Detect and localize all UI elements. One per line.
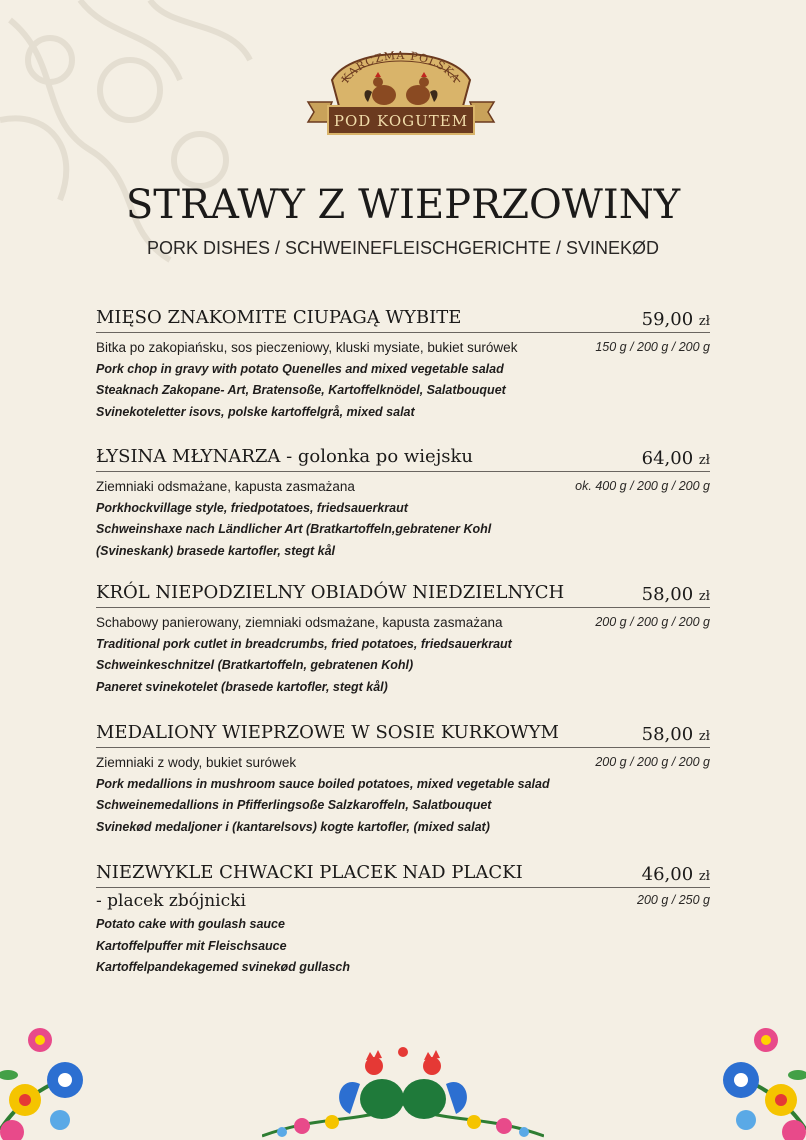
folk-roosters-ornament-icon: [262, 1044, 544, 1140]
description-de: Schweinkeschnitzel (Bratkartoffeln, gebratenen Kohl): [96, 658, 414, 672]
svg-text:POD KOGUTEM: POD KOGUTEM: [333, 112, 469, 130]
menu-item: [96, 719, 710, 838]
dish-price: 64,00 zł: [641, 448, 710, 469]
folk-flower-left-icon: [0, 1020, 90, 1140]
description-de: Steaknach Zakopane- Art, Bratensoße, Kartoffelknödel, Salatbouquet: [96, 383, 506, 397]
dish-name: ŁYSINA MŁYNARZA - golonka po wiejsku: [96, 446, 474, 467]
dish-name: MIĘSO ZNAKOMITE CIUPAGĄ WYBITE: [96, 307, 462, 328]
description-da: Paneret svinekotelet (brasede kartofler, stegt kål): [96, 679, 388, 694]
dish-price: 59,00 zł: [641, 309, 710, 330]
divider: [96, 471, 710, 472]
dish-weight: 150 g / 200 g / 200 g: [595, 340, 710, 354]
dish-weight: 200 g / 200 g / 200 g: [595, 615, 710, 629]
description-en: Porkhockvillage style, friedpotatoes, friedsauerkraut: [96, 500, 408, 515]
dish-name: NIEZWYKLE CHWACKI PLACEK NAD PLACKI: [96, 862, 523, 883]
page-title: STRAWY Z WIEPRZOWINY: [125, 182, 681, 228]
description-de: Schweinshaxe nach Ländlicher Art (Bratkartoffeln,gebratener Kohl: [96, 522, 492, 536]
description-da: Svinekød medaljoner i (kantarelsovs) kogte kartofler, (mixed salat): [96, 819, 490, 834]
menu-item: [96, 859, 710, 979]
description-pl: Ziemniaki odsmażane, kapusta zasmażana: [96, 479, 355, 494]
page-subtitle: PORK DISHES / SCHWEINEFLEISCHGERICHTE / SVINEKØD: [146, 238, 660, 258]
description-da: Kartoffelpandekagemed svinekød gullasch: [96, 960, 351, 974]
svg-text:KARCZMA POLSKA: KARCZMA POLSKA: [338, 48, 464, 86]
description-pl: Schabowy panierowany, ziemniaki odsmażane, kapusta zasmażana: [96, 615, 503, 630]
dish-price: 58,00 zł: [641, 724, 710, 745]
dish-name: KRÓL NIEPODZIELNY OBIADÓW NIEDZIELNYCH: [96, 582, 565, 603]
dish-weight: ok. 400 g / 200 g / 200 g: [575, 479, 710, 493]
description-en: Pork medallions in mushroom sauce boiled potatoes, mixed vegetable salad: [96, 776, 550, 791]
dish-price: 46,00 zł: [641, 864, 710, 885]
divider: [96, 607, 710, 608]
folk-flower-right-icon: [716, 1020, 806, 1140]
divider: [96, 747, 710, 748]
description-en: Traditional pork cutlet in breadcrumbs, fried potatoes, friedsauerkraut: [96, 636, 512, 651]
menu-item: [96, 304, 710, 423]
description-de: Kartoffelpuffer mit Fleischsauce: [96, 938, 287, 953]
description-da: (Svineskank) brasede kartofler, stegt kål: [96, 543, 335, 558]
menu-item: [96, 579, 710, 698]
menu-item: [96, 443, 710, 562]
dish-subname: - placek zbójnicki: [96, 891, 246, 911]
description-de: Schweinemedallions in Pfifferlingsoße Salzkaroffeln, Salatbouquet: [96, 798, 492, 812]
description-pl: Bitka po zakopiańsku, sos pieczeniowy, kluski mysiate, bukiet surówek: [96, 340, 518, 355]
divider: [96, 332, 710, 333]
dish-name: MEDALIONY WIEPRZOWE W SOSIE KURKOWYM: [96, 722, 559, 743]
description-da: Svinekoteletter isovs, polske kartoffelgrå, mixed salat: [96, 404, 415, 419]
description-pl: Ziemniaki z wody, bukiet surówek: [96, 755, 297, 770]
description-en: Potato cake with goulash sauce: [96, 917, 285, 931]
dish-weight: 200 g / 250 g: [637, 893, 710, 907]
restaurant-logo: [302, 40, 500, 140]
description-en: Pork chop in gravy with potato Quenelles and mixed vegetable salad: [96, 361, 504, 376]
dish-weight: 200 g / 200 g / 200 g: [595, 755, 710, 769]
dish-price: 58,00 zł: [641, 584, 710, 605]
